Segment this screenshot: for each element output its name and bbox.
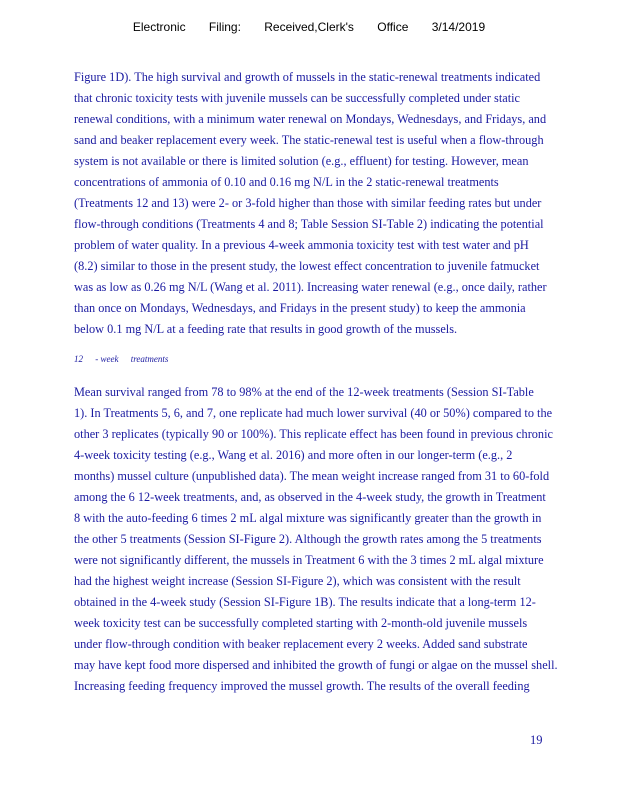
text-line: obtained in the 4-week study (Session SI-Figure 1B). The results indicate that a long-term 12- <box>74 595 536 609</box>
text-line: renewal conditions, with a minimum water renewal on Mondays, Wednesdays, and Fridays, and <box>74 112 547 126</box>
text-line: problem of water quality. In a previous 4-week ammonia toxicity test with test water and pH <box>74 238 529 252</box>
text-line: flow-through conditions (Treatments 4 and 8; Table Session SI-Table 2) indicating the potential <box>74 217 544 231</box>
text-line: concentrations of ammonia of 0.10 and 0.16 mg N/L in the 2 static-renewal treatments <box>74 175 499 189</box>
text-line: had the highest weight increase (Session SI-Figure 2), which was consistent with the result <box>74 574 521 588</box>
header-date: 3/14/2019 <box>431 20 486 34</box>
section-subheading <box>74 354 178 364</box>
text-line: months) mussel culture (unpublished data). The mean weight increase ranged from 31 to 60-fold <box>74 469 550 483</box>
filing-header <box>0 20 618 34</box>
subheading-word: treatments <box>130 354 169 364</box>
text-line: Figure 1D). The high survival and growth of mussels in the static-renewal treatments indicated <box>74 70 541 84</box>
text-line: (8.2) similar to those in the present study, the lowest effect concentration to juvenile fatmucket <box>74 259 540 273</box>
subheading-dash: - week <box>95 354 119 364</box>
text-line: may have kept food more dispersed and inhibited the growth of fungi or algae on the mussel shell. <box>74 658 558 672</box>
text-line: the other 5 treatments (Session SI-Figure 2). Although the growth rates among the 5 treatments <box>74 532 542 546</box>
text-line: was as low as 0.26 mg N/L (Wang et al. 2011). Increasing water renewal (e.g., once daily, rather <box>74 280 547 294</box>
page-number: 19 <box>530 733 543 747</box>
text-line: among the 6 12-week treatments, and, as observed in the 4-week study, the growth in Treatment <box>74 490 546 504</box>
text-line: that chronic toxicity tests with juvenile mussels can be successfully completed under static <box>74 91 520 105</box>
text-line: were not significantly different, the mussels in Treatment 6 with the 3 times 2 mL algal mixture <box>74 553 544 567</box>
header-office: Office <box>377 20 409 34</box>
subheading-number: 12 <box>74 354 83 364</box>
paragraph-12-week-treatments <box>74 382 602 697</box>
text-line: 8 with the auto-feeding 6 times 2 mL algal mixture was significantly greater than the growth in <box>74 511 542 525</box>
text-line: other 3 replicates (typically 90 or 100%). This replicate effect has been found in previous chronic <box>74 427 553 441</box>
text-line: under flow-through condition with beaker replacement every 2 weeks. Added sand substrate <box>74 637 528 651</box>
text-line: Increasing feeding frequency improved the mussel growth. The results of the overall feeding <box>74 679 530 693</box>
text-line: week toxicity test can be successfully completed starting with 2-month-old juvenile mussels <box>74 616 528 630</box>
text-line: below 0.1 mg N/L at a feeding rate that results in good growth of the mussels. <box>74 322 458 336</box>
header-electronic: Electronic <box>132 20 186 34</box>
text-line: system is not available or there is limited solution (e.g., effluent) for testing. However, mean <box>74 154 529 168</box>
header-filing: Filing: <box>208 20 241 34</box>
text-line: 1). In Treatments 5, 6, and 7, one replicate had much lower survival (40 or 50%) compared to the <box>74 406 553 420</box>
text-line: (Treatments 12 and 13) were 2- or 3-fold higher than those with similar feeding rates but under <box>74 196 542 210</box>
text-line: sand and beaker replacement every week. The static-renewal test is useful when a flow-through <box>74 133 544 147</box>
text-line: 4-week toxicity testing (e.g., Wang et al. 2016) and more often in our longer-term (e.g., 2 <box>74 448 513 462</box>
text-line: Mean survival ranged from 78 to 98% at the end of the 12-week treatments (Session SI-Table <box>74 385 534 399</box>
header-received: Received,Clerk's <box>264 20 354 34</box>
text-line: than once on Mondays, Wednesdays, and Fridays in the present study) to keep the ammonia <box>74 301 526 315</box>
paragraph-static-renewal <box>74 67 602 340</box>
